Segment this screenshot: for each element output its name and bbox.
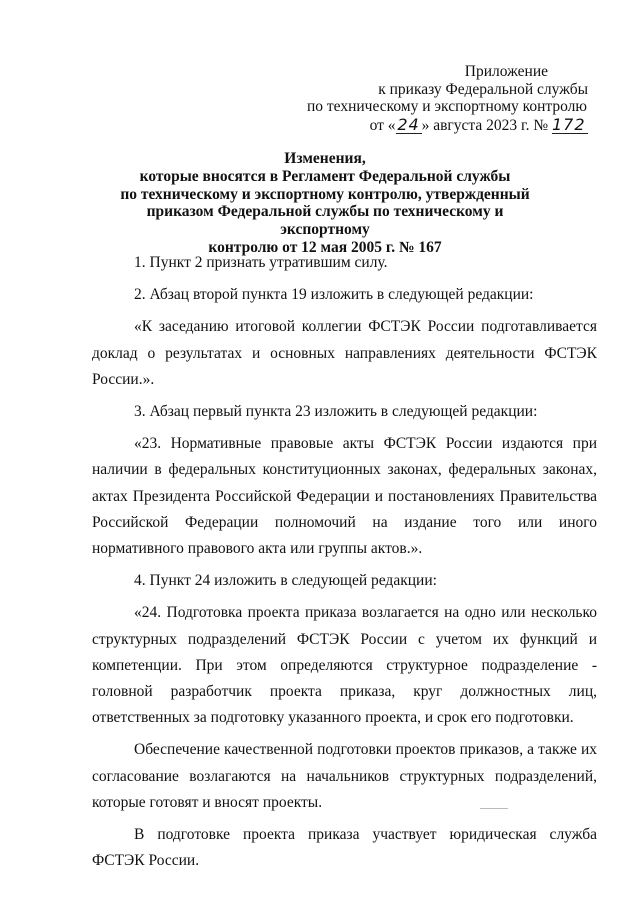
paragraph-9: В подготовке проекта приказа участвует юридическая служба ФСТЭК России.	[92, 826, 597, 870]
paragraph-3: «К заседанию итоговой коллегии ФСТЭК России подготавливается доклад о результатах и основных направлениях деятельности ФСТЭК России.».	[92, 318, 597, 388]
appendix-agency: по техническому и экспортному контролю	[306, 98, 587, 116]
appendix-label: Приложение	[464, 63, 548, 80]
title-line-3: по техническому и экспортному контролю, утвержденный	[120, 185, 530, 203]
appendix-date-line	[307, 116, 588, 135]
paragraph-1: 1. Пункт 2 признать утратившим силу.	[134, 254, 388, 271]
document-body	[92, 250, 597, 874]
handwritten-day: 24	[397, 114, 420, 134]
paragraph-4: 3. Абзац первый пункта 23 изложить в следующей редакции:	[134, 403, 538, 421]
appendix-header	[307, 63, 588, 134]
title-line-1: Изменения,	[284, 150, 366, 167]
title-line-2: которые вносятся в Регламент Федеральной службы	[139, 167, 511, 185]
paragraph-8: Обеспечение качественной подготовки проектов приказов, а также их согласование возлагаются на начальников структурных подразделений, которые готовят и вносят проекты.	[92, 741, 597, 811]
appendix-order-ref: к приказу Федеральной службы	[378, 80, 588, 98]
date-middle: » августа 2023 г. №	[421, 116, 549, 134]
paragraph-5: «23. Нормативные правовые акты ФСТЭК России издаются при наличии в федеральных конституционных законах, федеральных законах, актах Президента Российской Федерации и постановлениях Правительства Российской Федерации полномочий на издание того или иного нормативного правового акта или группы актов.».	[92, 435, 597, 558]
date-prefix: от «	[369, 116, 396, 134]
handwritten-order-number: 172	[552, 116, 588, 135]
title-line-4: приказом Федеральной службы по техническому и экспортному	[146, 203, 504, 239]
document-title	[100, 150, 550, 257]
paragraph-6: 4. Пункт 24 изложить в следующей редакции:	[134, 572, 437, 590]
paragraph-7: «24. Подготовка проекта приказа возлагается на одно или несколько структурных подразделений ФСТЭК России с учетом их функций и компетенции. При этом определяются структурное подразделение - головной разработчик проекта приказа, круг должностных лиц, ответственных за подготовку указанного проекта, и срок его подготовки.	[92, 604, 597, 727]
scan-mark	[480, 808, 508, 809]
paragraph-2: 2. Абзац второй пункта 19 изложить в следующей редакции:	[134, 286, 534, 304]
title-line-5: контролю от 12 мая 2005 г. № 167	[208, 238, 442, 256]
